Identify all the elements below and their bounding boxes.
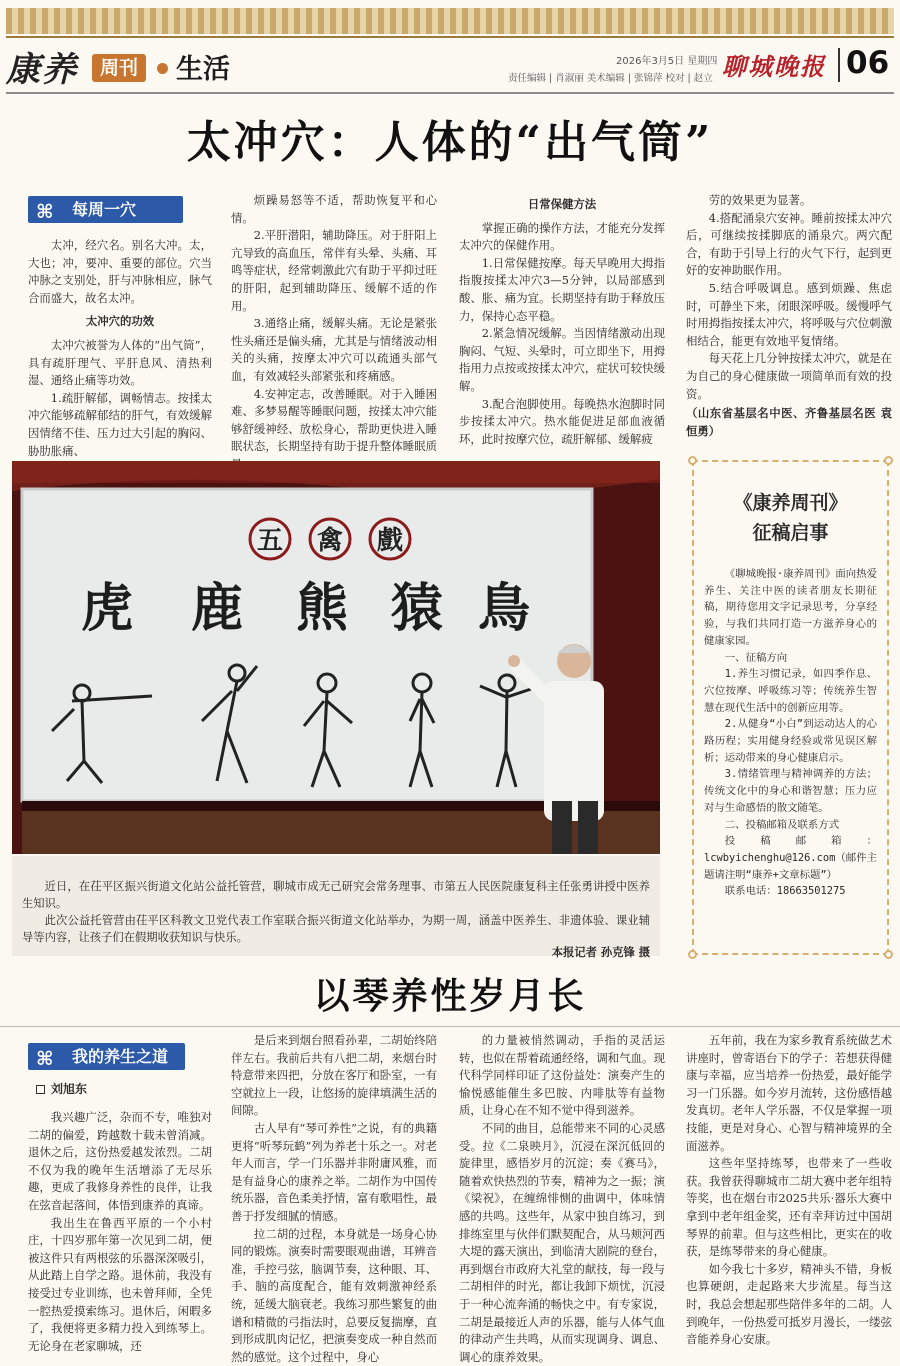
divider: [838, 48, 840, 82]
corner-ornament: [884, 456, 893, 465]
section-title: 生活: [176, 54, 230, 85]
contact-phone: 联系电话：18663501275: [724, 885, 846, 898]
issue-date: 2026年3月5日 星期四: [616, 56, 718, 67]
editors-credits: 责任编辑 | 肖淑丽 美术编辑 | 张锦萍 校对 | 赵立: [508, 73, 713, 84]
article2-col1: [28, 1043, 212, 1355]
paragraph: 2.平肝潜阳，辅助降压。对于肝阳上亢导致的高血压，常伴有头晕、头痛、耳鸣等症状，经常刺激此穴有助于平抑过旺的肝阳，起到辅助降压、缓解不适的作用。: [231, 228, 437, 313]
decorative-border: [6, 8, 894, 34]
photo-caption: [12, 856, 660, 959]
notice-item: 2.从健身“小白”到运动达人的心路历程；实用健身经验或常见误区解析；运动带来的身心健康启示。: [704, 718, 877, 764]
photo-credit: 本报记者 孙克锋 摄: [551, 945, 650, 959]
paragraph: 我出生在鲁西平原的一个小村庄，十四岁那年第一次见到二胡，便被这件只有两根弦的乐器深深吸引，从此踏上自学之路。退休前，我没有接受过专业训练，也未曾拜师，全凭一腔热爱摸索练习。退休后，闲暇多了，我便将更多精力投入到练琴上。无论身在老家聊城，还: [28, 1215, 212, 1353]
paragraph: 每天花上几分钟按揉太冲穴，就是在为自己的身心健康做一项简单而有效的投资。: [686, 351, 892, 401]
subheading: 日常保健方法: [527, 197, 597, 211]
corner-ornament: [688, 456, 697, 465]
board-title-char: 禽: [316, 526, 344, 556]
notice-paragraph: 《聊城晚报·康养周刊》面向热爱养生、关注中医的读者朋友长期征稿，期待您用文字记录思考，分享经验，与我们共同打造一方滋养身心的健康家园。: [704, 568, 877, 647]
paragraph: 太冲穴被誉为人体的“出气筒”，具有疏肝理气、平肝息风、清热利湿、通络止痛等功效。: [28, 337, 212, 388]
divider: [0, 1026, 900, 1027]
call-for-submissions: [692, 460, 889, 955]
author-signature: （山东省基层名中医、齐鲁基层名医 袁恒勇）: [686, 406, 892, 438]
brand-logo: 康养: [6, 50, 78, 90]
paragraph: 拉二胡的过程，本身就是一场身心协同的锻炼。演奏时需要眼观曲谱，耳辨音准，手控弓弦，脑调节奏，这种眼、耳、手、脑的高度配合，能有效刺激神经系统，延缓大脑衰老。我练习那些繁复的曲谱和精微的弓指法时，总要反复揣摩，直到形成肌肉记忆，把演奏变成一种自然而然的感觉。这个过程中，身心: [231, 1226, 437, 1364]
paragraph: 5.结合呼吸调息。感到烦躁、焦虑时，可静坐下来，闭眼深呼吸。缓慢呼气时用拇指按揉太冲穴，将呼吸与穴位刺激相结合，能更有效地平复情绪。: [686, 280, 892, 348]
page-number: 06: [846, 45, 890, 81]
section-banner: [28, 1043, 185, 1070]
article2-col3: [459, 1032, 665, 1366]
paragraph: 1.日常保健按摩。每天早晚用大拇指指腹按揉太冲穴3—5分钟，以局部感到酸、胀、痛为宜。长期坚持有助于释放压力，保持心态平稳。: [459, 255, 665, 323]
paragraph: 掌握正确的操作方法，才能充分发挥太冲穴的保健作用。: [459, 220, 665, 253]
news-photo: [12, 461, 660, 854]
paragraph: 烦躁易怒等不适，帮助恢复平和心情。: [231, 193, 437, 225]
subheading: 太冲穴的功效: [85, 314, 155, 329]
acupoint-icon: ⌘: [36, 1048, 54, 1070]
board-title-char: 戲: [376, 526, 404, 556]
notice-subheading: 二、投稿邮箱及联系方式: [724, 818, 840, 831]
newspaper-logo: 聊城晚报: [722, 52, 826, 81]
notice-subheading: 一、征稿方向: [724, 651, 788, 664]
article2-headline: 以琴养性岁月长: [313, 975, 587, 1017]
article1-col2: [231, 192, 437, 474]
wuqinxi-lecture-photo: [12, 461, 660, 854]
paragraph: 太冲，经穴名。别名大冲。太，大也；冲，要冲、重要的部位。穴当冲脉之支别处，肝与冲脉相应，脉气合而盛大，故名太冲。: [28, 238, 212, 305]
animal-character: 鳥: [477, 578, 531, 639]
section-banner: [28, 196, 183, 223]
article2-col4: [686, 1032, 892, 1349]
article1-col4: [686, 192, 892, 440]
paragraph: 1.疏肝解郁，调畅情志。按揉太冲穴能够疏解郁结的肝气，有效缓解因情绪不佳、压力过大引起的胸闷、胁肋胀痛、: [28, 390, 212, 458]
banner-label: 每周一穴: [72, 200, 137, 219]
paragraph: 不同的曲目，总能带来不同的心灵感受。拉《二泉映月》，沉浸在深沉低回的旋律里，感悟岁月的沉淀；奏《赛马》，随着欢快热烈的节奏，精神为之一振；演《梁祝》，在缠绵悱恻的曲调中，体味情感的共鸣。这些年，从家中独自练习，到排练室里与伙伴们默契配合，从马颊河西大堤的露天演出，到临清大剧院的登台，再到烟台市政府大礼堂的献技，每一段与二胡相伴的时光，都让我卸下烦忧，沉浸于一种心流奔涌的畅快之中。有专家说，二胡是最接近人声的乐器，能与人体气血的律动产生共鸣，从而实现调身、调息、调心的康养效果。: [459, 1120, 665, 1364]
caption-paragraph: 此次公益托管营由茌平区科教文卫党代表工作室联合振兴街道文化站举办，为期一周，涵盖中医养生、非遗体验、课业辅导等内容，让孩子们在假期收获知识与快乐。: [22, 914, 650, 944]
paragraph: 3.配合泡脚使用。每晚热水泡脚时同步按揉太冲穴。热水能促进足部血液循环，此时按摩穴位，疏肝解郁、缓解疲: [459, 396, 665, 446]
corner-ornament: [688, 950, 697, 959]
article1-col1: [28, 196, 212, 460]
article1-col3: [459, 196, 665, 448]
header-rule: [6, 92, 894, 94]
paragraph: 是后来到烟台照看孙辈，二胡始终陪伴左右。我前后共有八把二胡，来烟台时特意带来四把，分放在客厅和卧室，一有空就拉上一段，让悠扬的旋律填满生活的间隙。: [231, 1033, 437, 1118]
notice-title-line: 征稿启事: [752, 522, 829, 544]
board-title-char: 五: [256, 526, 284, 556]
paragraph: 古人早有“琴可养性”之说，有的典籍更将“听琴玩鹤”列为养老十乐之一。对老年人而言，学一门乐器并非附庸风雅，而是有益身心的康养之举。二胡作为中国传统乐器，音色柔美抒情，富有歌唱性，最善于抒发细腻的情感。: [231, 1120, 437, 1223]
animal-character: 熊: [295, 578, 349, 639]
paragraph: 如今我七十多岁，精神头不错，身板也算硬朗，走起路来大步流星。每当这时，我总会想起那些陪伴多年的二胡。人到晚年，一份热爱可抵岁月漫长，一缕弦音能养身心安康。: [686, 1261, 892, 1347]
animal-character: 虎: [80, 578, 134, 639]
paragraph: 我兴趣广泛，杂而不专，唯独对二胡的偏爱，跨越数十载未曾消减。退休之后，这份热爱越发浓烈。二胡不仅为我的晚年生活增添了无尽乐趣，更成了我修身养性的良伴，让我在弦音起落间，体悟到康养的真谛。: [28, 1110, 212, 1212]
paragraph: 这些年坚持练琴，也带来了一些收获。我曾获得聊城市二胡大赛中老年组特等奖，也在烟台市2025共乐·器乐大赛中拿到中老年组金奖，还有幸拜访过中国胡琴界的前辈。但与这些相比，更实在的收获，是练琴带来的身心健康。: [686, 1156, 892, 1259]
author-name: 刘旭东: [51, 1082, 88, 1096]
paragraph: 3.通络止痛，缓解头痛。无论是紧张性头痛还是偏头痛，尤其是与情绪波动相关的头痛，按摩太冲穴可以疏通头部气血，有效减轻头部紧张和疼痛感。: [231, 316, 437, 383]
paragraph: 4.安神定志，改善睡眠。对于入睡困难、多梦易醒等睡眠问题，按揉太冲穴能够舒缓神经、放松身心，帮助更快进入睡眠状态，长期坚持有助于提升整体睡眠质: [231, 386, 437, 454]
paragraph: 的力量被悄然调动，手指的灵活运转，也似在帮着疏通经络，调和气血。现代科学同样印证了这份益处：演奏产生的愉悦感能催生多巴胺、内啡肽等有益物质，让身心在不知不觉中得到滋养。: [459, 1033, 665, 1118]
paragraph: 劳的效果更为显著。: [708, 193, 812, 207]
caption-paragraph: 近日，在茌平区振兴街道文化站公益托管营，聊城市成无己研究会常务理事、市第五人民医院康复科主任张勇讲授中医养生知识。: [22, 880, 650, 910]
article1-headline: 太冲穴：人体的“出气筒”: [186, 117, 714, 168]
notice-title: [704, 488, 877, 548]
separator-dot: [157, 63, 168, 74]
animal-character: 鹿: [190, 578, 244, 639]
notice-title-line: 《康养周刊》: [733, 492, 848, 514]
notice-item: 1.养生习惯记录，如四季作息、穴位按摩、呼吸练习等；传统养生智慧在现代生活中的创新应用等。: [704, 668, 877, 714]
acupoint-icon: ⌘: [36, 201, 54, 223]
submission-email: 投稿邮箱：lcwbyichenghu@126.com（邮件主题请注明“康养+文章标题”）: [704, 835, 877, 881]
banner-label: 我的养生之道: [72, 1047, 169, 1066]
article2-col2: [231, 1032, 437, 1366]
animal-character: 猿: [390, 578, 444, 639]
paragraph: 五年前，我在为家乡教育系统做艺术讲座时，曾寄语台下的学子：若想获得健康与幸福，应当培养一份热爱，最好能学习一门乐器。如今岁月流转，这份感悟越发真切。老年人学乐器，不仅是掌握一项技能，更是对身心、心智与精神境界的全面滋养。: [686, 1033, 892, 1153]
notice-item: 3.情绪管理与精神调养的方法；传统文化中的身心和谐智慧；压力应对与生命感悟的散文随笔。: [704, 768, 877, 814]
paragraph: 4.搭配涌泉穴安神。睡前按揉太冲穴后，可继续按揉脚底的涌泉穴。两穴配合，有助于引导上行的火气下行，起到更好的安神助眠作用。: [686, 210, 892, 278]
corner-ornament: [884, 950, 893, 959]
weekly-tag: 周刊: [92, 54, 146, 82]
author-box-icon: [36, 1085, 45, 1094]
paragraph: 2.紧急情况缓解。当因情绪激动出现胸闷、气短、头晕时，可立即坐下，用拇指用力点按或按揉太冲穴，症状可较快缓解。: [459, 326, 665, 393]
